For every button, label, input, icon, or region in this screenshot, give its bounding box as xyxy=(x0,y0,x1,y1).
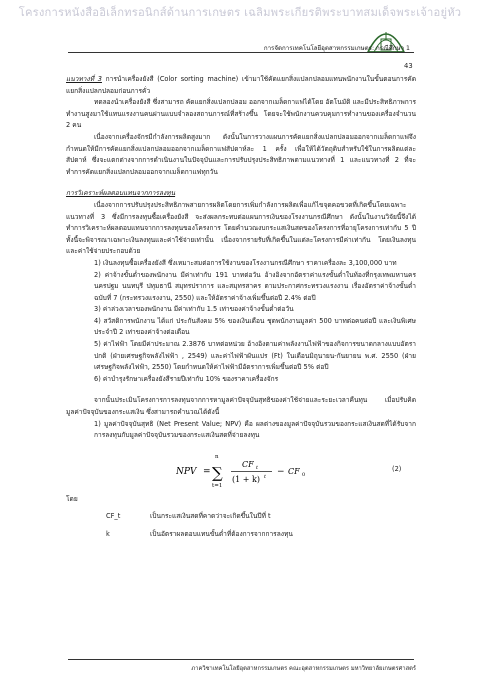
list-item: 6) ค่าบำรุงรักษาเครื่องยังสีรายปีเท่ากับ 10% ของราคาเครื่องจักร xyxy=(94,374,279,383)
paragraph: ทดลองนำเครื่องยังสี ซึ่งสามารถ คัดแยกสิ่งแปลกปลอม ออกจากเมล็ดกาแฟได้โดย อัตโนมัติ และมีประสิทธิภาพการทำงานสูงมาใช้แทนแรงงานคนผ่านแบบจำลองสถานการณ์ที่สร้างขึ้น โดยจะใช้พนักงานควบคุมการทำงานของเครื่องจำนวน 2 คน xyxy=(66,98,416,130)
alternative-3-paragraph xyxy=(66,74,416,97)
section-heading: การวิเคราะห์ผลตอบแทนจากการลงทุน xyxy=(66,189,176,198)
list-item: 1) มูลค่าปัจจุบันสุทธิ (Net Present Value; NPV) คือ ผลต่างของมูลค่าปัจจุบันรวมของกระแสเงินสดที่ได้รับจากการลงทุนกับมูลค่าปัจจุบันรวมของกระแสเงินสดที่จ่ายลงทุน xyxy=(94,419,416,440)
svg-text:(1 + k): (1 + k) xyxy=(232,474,260,484)
svg-text:NPV: NPV xyxy=(176,466,197,477)
definition-text: เป็นอัตราผลตอบแทนขั้นต่ำที่ต้องการจากการลงทุน xyxy=(150,530,293,538)
alternative-3-text: การนำเครื่องยังสี (Color sorting machine) เข้ามาใช้คัดแยกสิ่งแปลกปลอมแทนพนักงานในขั้นตอนการคัดแยกสิ่งแปลกปลอมก่อนการคั่ว xyxy=(66,75,416,95)
document-body xyxy=(66,74,416,541)
list-item: 1) เงินลงทุนซื้อเครื่องยังสี ซึ่งเหมาะสมต่อการใช้งานของโรงงานกรณีศึกษา ราคาเครื่องละ 3,100,000 บาท xyxy=(94,258,397,267)
equation-number: (2) xyxy=(392,464,402,473)
svg-text:t: t xyxy=(256,464,259,471)
list-item: 2) ค่าจ้างขั้นต่ำของพนักงาน มีค่าเท่ากับ 191 บาทต่อวัน อ้างอิงจากอัตราค่าแรงขั้นต่ำในท้องที่กรุงเทพมหานคร นครปฐม นนทบุรี ปทุมธานี สมุทรปราการ และสมุทรสาคร ตามประกาศกระทรวงแรงงาน เรื่องอัตราค่าจ้างขั้นต่ำ ฉบับที่ 7 (กระทรวงแรงงาน, 2550) และให้อัตราค่าจ้างเพิ่มขึ้นต่อปี 2.4% ต่อปี xyxy=(94,270,416,302)
svg-text:−: − xyxy=(277,466,285,477)
definition-row xyxy=(66,511,416,523)
header-divider xyxy=(68,52,414,53)
svg-text:t: t xyxy=(264,473,267,480)
svg-text:CF: CF xyxy=(242,459,254,469)
svg-text:CF: CF xyxy=(288,466,300,476)
svg-text:n: n xyxy=(215,453,219,460)
paragraph: เนื่องจากการปรับปรุงประสิทธิภาพสายการผลิตโดยการเพิ่มกำลังการผลิตเพื่อแก้ไขจุดคอขวดที่เกิดขึ้นโดยเฉพาะแนวทางที่ 3 ซึ่งมีการลงทุนซื้อเครื่องยังสี จะส่งผลกระทบต่อแผนการเงินของโรงงานกรณีศึกษา ดังนั้นในงานวิจัยนี้จึงได้ทำการวิเคราะห์ผลตอบแทนจากการลงทุนของโครงการ โดยคำนวณงบกระแสเงินสดของโครงการที่อายุโครงการเท่ากับ 5 ปี ทั้งนี้จะพิจารณาเฉพาะเงินลงทุนและค่าใช้จ่ายเท่านั้น เนื่องจากรายรับที่เกิดขึ้นในแต่ละโครงการมีค่าเท่ากัน โดยเงินลงทุนและค่าใช้จ่ายประกอบด้วย xyxy=(66,200,416,256)
npv-equation xyxy=(176,450,326,492)
definition-text: เป็นกระแสเงินสดที่คาดว่าจะเกิดขึ้นในปีที่ t xyxy=(150,512,271,521)
footer-text: ภาควิชาเทคโนโลยีอุตสาหกรรมเกษตร คณะอุตสาหกรรมเกษตร มหาวิทยาลัยเกษตรศาสตร์ xyxy=(191,666,416,672)
list-item: 5) ค่าไฟฟ้า โดยมีค่าประมาณ 2.3876 บาทต่อหน่วย อ้างอิงตามค่าพลังงานไฟฟ้าของกิจการขนาดกลางแบบอัตราปกติ (ฝ่ายเศรษฐกิจพลังไฟฟ้า , 2549) และค่าไฟฟ้าผันแปร (Ft) ในเดือนมิถุนายน-กันยายน พ.ศ. 2550 (ฝ่ายเศรษฐกิจพลังไฟฟ้า, 2550) โดยกำหนดให้ค่าไฟฟ้ามีอัตราการเพิ่มขึ้นต่อปี 5% ต่อปี xyxy=(94,340,416,372)
header-title: การจัดการเทคโนโลยีอุตสาหกรรมเกษตร: กรณีศึกษา 1 xyxy=(263,45,410,52)
list-item: 3) ค่าล่วงเวลาของพนักงาน มีค่าเท่ากับ 1.5 เท่าของค่าจ้างขั้นต่ำต่อวัน xyxy=(94,305,294,314)
svg-text:=: = xyxy=(203,466,211,477)
definition-symbol: CF_t xyxy=(106,512,121,521)
svg-text:∑: ∑ xyxy=(212,463,223,482)
watermark: โครงการหนังสืออิเล็กทรอนิกส์ด้านการเกษตร เฉลิมพระเกียรติพระบาทสมเด็จพระเจ้าอยู่หัว xyxy=(18,6,462,19)
footer-divider xyxy=(68,659,414,660)
page-number: 43 xyxy=(404,62,413,70)
paragraph: จากนั้นประเมินโครงการการลงทุนจากการหามูลค่าปัจจุบันสุทธิของค่าใช้จ่ายและระยะเวลาคืนทุน เมื่อปรับคิดมูลค่าปัจจุบันของกระแสเงิน ซึ่งสามารถคำนวณได้ดังนี้ xyxy=(66,396,416,417)
definition-row xyxy=(66,529,416,541)
where-label: โดย xyxy=(66,494,78,503)
list-item: 4) สวัสดิการพนักงาน ได้แก่ ประกันสังคม 5% ของเงินเดือน ชุดพนักงานมูลค่า 500 บาทต่อคนต่อปี และเงินพิเศษประจำปี 2 เท่าของค่าจ้างต่อเดือน xyxy=(94,316,416,337)
npv-formula xyxy=(66,446,416,492)
paragraph: เนื่องจากเครื่องจักรมีกำลังการผลิตสูงมาก ดังนั้นในการวางแผนการคัดแยกสิ่งแปลกปลอมออกจากเมล็ดกาแฟจึงกำหนดให้มีการคัดแยกสิ่งแปลกปลอมออกจากเมล็ดกาแฟสัปดาห์ละ 1 ครั้ง เพื่อให้ได้วัตถุดิบสำหรับใช้ในการผลิตแต่ละสัปดาห์ ซึ่งจะแตกต่างจากการดำเนินงานในปัจจุบันและการปรับปรุงประสิทธิภาพตามแนวทางที่ 1 และแนวทางที่ 2 ที่จะทำการคัดแยกสิ่งแปลกปลอมออกจากเมล็ดกาแฟทุกวัน xyxy=(66,132,416,176)
svg-text:t=1: t=1 xyxy=(212,482,223,489)
alternative-3-label: แนวทางที่ 3 xyxy=(66,75,102,83)
svg-text:0: 0 xyxy=(302,471,306,478)
definition-symbol: k xyxy=(106,530,110,538)
